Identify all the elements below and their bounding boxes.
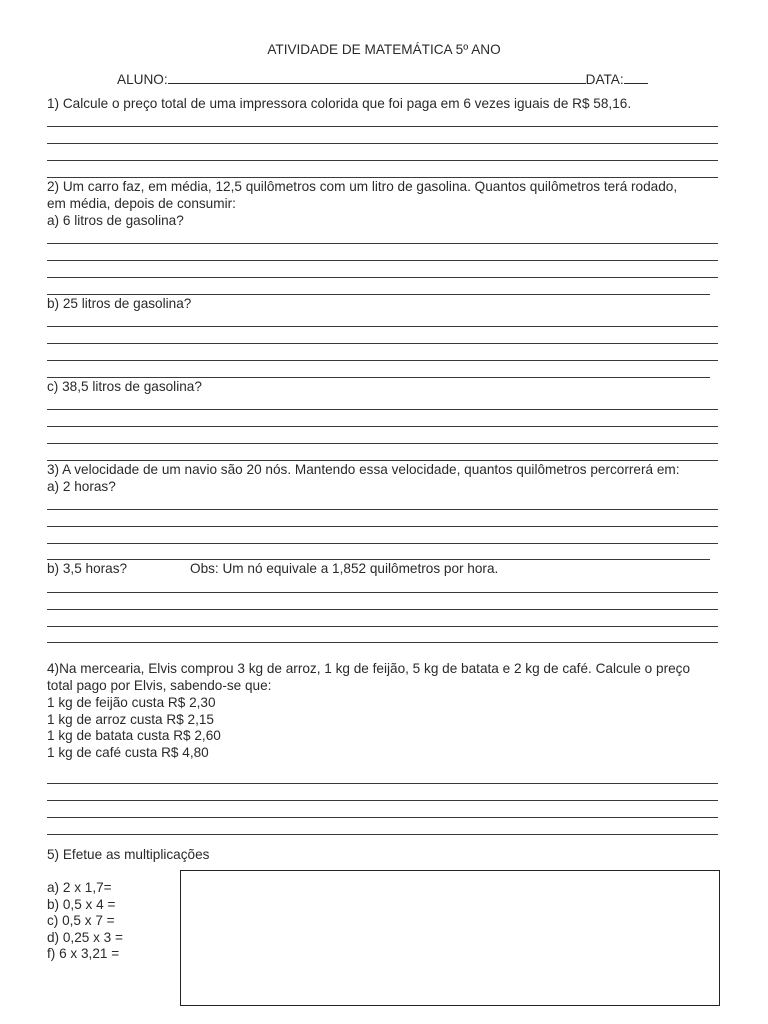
answer-line[interactable] (47, 783, 718, 784)
answer-line[interactable] (47, 834, 718, 835)
price-item-arroz: 1 kg de arroz custa R$ 2,15 (47, 711, 214, 727)
price-item-cafe: 1 kg de café custa R$ 4,80 (47, 744, 209, 760)
multiplication-item: b) 0,5 x 4 = (47, 896, 116, 912)
data-label: DATA: (585, 72, 624, 87)
multiplication-item: a) 2 x 1,7= (47, 880, 112, 895)
price-item-batata: 1 kg de batata custa R$ 2,60 (47, 728, 221, 743)
answer-line[interactable] (47, 277, 718, 278)
answer-line[interactable] (47, 343, 718, 344)
multiplication-list (47, 880, 123, 963)
answer-line[interactable] (47, 460, 718, 461)
answer-line[interactable] (47, 543, 718, 544)
answer-line[interactable] (47, 294, 710, 295)
question-2c: c) 38,5 litros de gasolina? (47, 379, 202, 394)
question-5-text: 5) Efetue as multiplicações (47, 847, 210, 862)
answer-line[interactable] (47, 509, 718, 510)
price-item-feijao: 1 kg de feijão custa R$ 2,30 (47, 695, 216, 710)
answer-line[interactable] (47, 642, 718, 643)
answer-line[interactable] (47, 126, 718, 127)
question-2b: b) 25 litros de gasolina? (47, 296, 192, 311)
multiplication-item: f) 6 x 3,21 = (47, 946, 120, 961)
question-3-obs: Obs: Um nó equivale a 1,852 quilômetros por hora. (190, 561, 499, 576)
answer-line[interactable] (47, 592, 718, 593)
student-info-row (117, 70, 648, 89)
answer-line[interactable] (47, 817, 718, 818)
question-1-text: 1) Calcule o preço total de uma impressora colorida que foi paga em 6 vezes iguais de R$ 58,16. (47, 96, 632, 111)
aluno-field[interactable] (168, 70, 586, 84)
answer-line[interactable] (47, 326, 718, 327)
answer-box[interactable] (180, 870, 720, 1006)
multiplication-item: d) 0,25 x 3 = (47, 929, 123, 945)
answer-line[interactable] (47, 443, 718, 444)
data-field[interactable] (624, 70, 648, 84)
page-title: ATIVIDADE DE MATEMÁTICA 5º ANO (267, 42, 501, 57)
price-list (47, 695, 221, 761)
answer-line[interactable] (47, 626, 718, 627)
aluno-label: ALUNO: (117, 72, 168, 87)
answer-line[interactable] (47, 800, 718, 801)
answer-line[interactable] (47, 609, 718, 610)
question-4-text-line2: total pago por Elvis, sabendo-se que: (47, 678, 272, 693)
answer-line[interactable] (47, 243, 718, 244)
answer-line[interactable] (47, 160, 718, 161)
question-3b: b) 3,5 horas? (47, 561, 128, 576)
answer-line[interactable] (47, 377, 710, 378)
question-4-text-line1: 4)Na mercearia, Elvis comprou 3 kg de arroz, 1 kg de feijão, 5 kg de batata e 2 kg de café. Calcule o preço (47, 661, 691, 676)
multiplication-item: c) 0,5 x 7 = (47, 913, 115, 928)
question-2-text-line2: em média, depois de consumir: (47, 196, 236, 211)
answer-line[interactable] (47, 559, 710, 560)
question-3-text: 3) A velocidade de um navio são 20 nós. Mantendo essa velocidade, quantos quilômetros percorrerá em: (47, 462, 680, 477)
answer-line[interactable] (47, 526, 718, 527)
answer-line[interactable] (47, 426, 718, 427)
question-2a: a) 6 litros de gasolina? (47, 213, 184, 228)
answer-line[interactable] (47, 409, 718, 410)
answer-line[interactable] (47, 260, 718, 261)
question-3a: a) 2 horas? (47, 479, 116, 494)
question-2-text-line1: 2) Um carro faz, em média, 12,5 quilômetros com um litro de gasolina. Quantos quilômetros terá rodado, (47, 179, 678, 194)
answer-line[interactable] (47, 360, 718, 361)
answer-line[interactable] (47, 177, 718, 178)
answer-line[interactable] (47, 143, 718, 144)
